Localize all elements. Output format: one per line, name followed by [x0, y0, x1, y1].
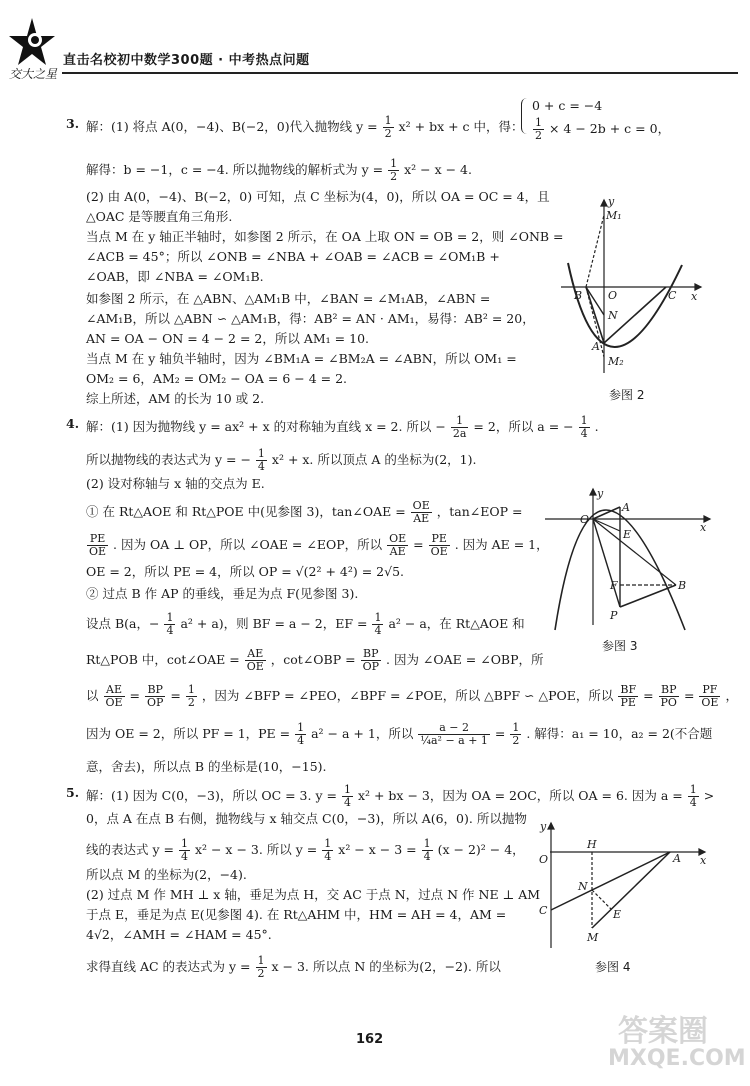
p4-line-6: OE = 2，所以 PE = 4，所以 OP = √(2² + 4²) = 2√5. [86, 564, 405, 579]
label-n: N [578, 880, 588, 893]
p3-line-9: ∠AM₁B，所以 △ABN ∽ △AM₁B，得：AB² = AN · AM₁，易得：AB² = 20， [86, 311, 535, 326]
p5-line-3: 线的表达式 y = $\frac{1}{4}$ x² − x − 3. 所以 y = $\frac{1}{4}$ x² − x − 3 = $\frac{1}{4}$ (x − 2)² − 4， [86, 837, 525, 863]
label-o: O [608, 289, 618, 302]
p3-line-6: ∠ACB = 45°；所以 ∠ONB = ∠NBA + ∠OAB = ∠ACB = ∠OM₁B + [86, 249, 500, 264]
system-eq-2: $\frac{1}{2}$ × 4 − 2b + c = 0， [535, 116, 671, 142]
figure-2-caption: 参图 2 [609, 388, 645, 402]
watermark-title: 答案圈 [618, 1014, 708, 1049]
figure-4 [530, 818, 710, 953]
fraction: $\frac{BP}{PO}$ [660, 683, 677, 709]
segment-ca [551, 852, 670, 910]
fraction: $\frac{1}{4}$ [257, 447, 265, 473]
p4-line-5: $\frac{PE}{OE}$ . 因为 OA ⊥ OP，所以 ∠OAE = ∠EOP，所以 $\frac{OE}{AE}$ = $\frac{PE}{OE}$ . 因为 AE = 1， [89, 532, 549, 558]
segment-pb [620, 585, 676, 607]
segment-ne [592, 890, 611, 909]
y-axis-arrow-icon [548, 823, 554, 829]
label-y: y [540, 820, 547, 833]
label-c: C [539, 904, 548, 917]
fraction: $\frac{1}{4}$ [423, 837, 431, 863]
fraction: $\frac{1}{4}$ [297, 721, 305, 747]
p3-line-8: 如参图 2 所示，在 △ABN、△AM₁B 中，∠BAN = ∠M₁AB，∠ABN = [86, 291, 491, 306]
system-eq-1: 0 + c = −4 [532, 98, 603, 113]
p5-line-4: 所以点 M 的坐标为(2，−4). [86, 867, 247, 882]
p4-line-2: 所以抛物线的表达式为 y = − $\frac{1}{4}$ x² + x. 所以顶点 A 的坐标为(2，1). [86, 447, 477, 473]
label-m1: M₁ [606, 209, 622, 222]
label-c: C [668, 289, 677, 302]
star-logo-icon [8, 16, 64, 82]
fraction: $\frac{PF}{OE}$ [701, 683, 719, 709]
watermark [600, 1000, 746, 1080]
p3-line-10: AN = OA − ON = 4 − 2 = 2，所以 AM₁ = 10. [86, 331, 369, 346]
label-x: x [691, 290, 698, 303]
p5-line-7: 4√2，∠AMH = ∠HAM = 45°. [86, 927, 272, 942]
p3-line-5: 当点 M 在 y 轴正半轴时，如参图 2 所示，在 OA 上取 ON = OB = 2，则 ∠ONB = [86, 229, 564, 244]
y-axis-arrow-icon [601, 200, 607, 206]
label-b: B [678, 579, 687, 592]
segment-op [593, 519, 620, 607]
label-a: A [622, 501, 630, 514]
fraction: $\frac{1}{4}$ [689, 783, 697, 809]
label-a: A [673, 852, 681, 865]
segment-ma [592, 852, 670, 928]
watermark-url: MXQE.COM [608, 1046, 746, 1071]
y-axis-arrow-icon [590, 489, 596, 495]
p4-line-10: 以 $\frac{AE}{OE}$ = $\frac{BP}{OP}$ = $\frac{1}{2}$ ，因为 ∠BFP = ∠PEO，∠BPF = ∠POE，所以 △BPF ∽ △POE，所以 $\frac{BF}{PE}$ = $\frac{BP}{PO}$ = $\frac{PF}{OE}$ ， [86, 683, 738, 709]
fraction: $\frac{1}{2}$ [257, 954, 265, 980]
logo-brand-text: 交大之星 [9, 67, 58, 81]
header-divider [62, 72, 738, 74]
label-b: B [574, 289, 583, 302]
p5-line-2: 0，点 A 在点 B 右侧，抛物线与 x 轴交点 C(0，−3)，所以 A(6，0). 所以抛物 [86, 811, 527, 826]
fraction: $\frac{AE}{OE}$ [105, 683, 123, 709]
label-h: H [587, 838, 597, 851]
label-p: P [610, 609, 618, 622]
p4-line-11: 因为 OE = 2，所以 PF = 1，PE = $\frac{1}{4}$ a² − a + 1，所以 $\frac{a - 2}{\text{¼a² − a + 1}}$ = $\frac{1}{2}$ . 解得：a₁ = 10，a₂ = 2(不合题 [86, 721, 713, 747]
label-o: O [580, 513, 590, 526]
p3-line-7: ∠OAB，即 ∠NBA = ∠OM₁B. [86, 269, 264, 284]
figure-3-caption: 参图 3 [602, 639, 638, 653]
fraction: $\frac{1}{4}$ [180, 837, 188, 863]
fraction: $\frac{1}{2a}$ [452, 414, 467, 440]
problem-number: 5. [66, 785, 80, 800]
label-f: F [610, 579, 618, 592]
figure-3 [540, 485, 715, 633]
fraction: $\frac{1}{2}$ [384, 114, 392, 140]
fraction: $\frac{OE}{AE}$ [389, 532, 407, 558]
p4-line-9: Rt△POB 中，cot∠OAE = $\frac{AE}{OE}$ ，cot∠OBP = $\frac{BP}{OP}$ . 因为 ∠OAE = ∠OBP，所 [86, 647, 544, 673]
fraction: $\frac{OE}{AE}$ [412, 499, 430, 525]
p5-line-8: 求得直线 AC 的表达式为 y = $\frac{1}{2}$ x − 3. 所以点 N 的坐标为(2，−2). 所以 [86, 954, 501, 980]
fraction: $\frac{1}{4}$ [580, 414, 588, 440]
fraction: $\frac{BP}{OP}$ [147, 683, 164, 709]
p4-line-12: 意，舍去)，所以点 B 的坐标是(10，−15). [86, 759, 327, 774]
label-x: x [700, 854, 707, 867]
label-m: M [587, 931, 599, 944]
fraction: $\frac{a - 2}{\text{¼a² − a + 1}}$ [420, 721, 488, 747]
parabola [568, 263, 682, 347]
equation-system-brace [521, 98, 530, 134]
page-title: 直击名校初中数学300题 · 中考热点问题 [63, 53, 310, 68]
fraction: $\frac{PE}{OE}$ [430, 532, 448, 558]
fraction: $\frac{PE}{OE}$ [89, 532, 107, 558]
segment-bm1 [586, 215, 604, 287]
label-y: y [608, 195, 615, 208]
figure-4-caption: 参图 4 [595, 960, 631, 974]
fraction: $\frac{1}{2}$ [187, 683, 195, 709]
p3-line-11: 当点 M 在 y 轴负半轴时，因为 ∠BM₁A = ∠BM₂A = ∠ABN，所以 OM₁ = [86, 351, 517, 366]
p4-line-7: ② 过点 B 作 AP 的垂线，垂足为点 F(见参图 3). [86, 586, 359, 601]
p4-line-1: 解：(1) 因为抛物线 y = ax² + x 的对称轴为直线 x = 2. 所以 − $\frac{1}{2a}$ = 2，所以 a = − $\frac{1}{4}$ . [86, 414, 599, 440]
fraction: $\frac{1}{2}$ [512, 721, 520, 747]
fraction: $\frac{AE}{OE}$ [246, 647, 264, 673]
label-n: N [608, 309, 618, 322]
fraction: $\frac{1}{4}$ [374, 611, 382, 637]
p4-line-4: ① 在 Rt△AOE 和 Rt△POE 中(见参图 3)，tan∠OAE = $\frac{OE}{AE}$ ，tan∠EOP = [86, 499, 523, 525]
fraction: $\frac{BF}{PE}$ [620, 683, 637, 709]
figure-2 [556, 195, 706, 375]
p3-line-12: OM₂ = 6，AM₂ = OM₂ − OA = 6 − 4 = 2. [86, 371, 348, 386]
p5-line-6: 于点 E，垂足为点 E(见参图 4). 在 Rt△AHM 中，HM = AH = 4，AM = [86, 907, 507, 922]
p4-line-3: (2) 设对称轴与 x 轴的交点为 E. [86, 476, 265, 491]
fraction: $\frac{1}{2}$ [535, 116, 542, 142]
label-e: E [613, 908, 622, 921]
label-y: y [597, 487, 604, 500]
p3-line-1: 解：(1) 将点 A(0，−4)、B(−2，0)代入抛物线 y = $\frac{1}{2}$ x² + bx + c 中，得： [86, 114, 524, 140]
label-o: O [539, 853, 549, 866]
p3-line-2: 解得：b = −1，c = −4. 所以抛物线的解析式为 y = $\frac{1}{2}$ x² − x − 4. [86, 157, 472, 183]
page-header [0, 0, 750, 90]
fraction: $\frac{1}{4}$ [324, 837, 332, 863]
problem-number: 4. [66, 416, 80, 431]
fraction: $\frac{1}{4}$ [343, 783, 351, 809]
problem-number: 3. [66, 116, 80, 131]
label-m2: M₂ [608, 355, 624, 368]
fraction: $\frac{1}{4}$ [166, 611, 174, 637]
label-a: A [592, 340, 600, 353]
label-x: x [700, 521, 707, 534]
p3-line-4: △OAC 是等腰直角三角形. [86, 209, 233, 224]
p5-line-5: (2) 过点 M 作 MH ⊥ x 轴，垂足为点 H，交 AC 于点 N，过点 N 作 NE ⊥ AM [86, 887, 541, 902]
fraction: $\frac{1}{2}$ [390, 157, 398, 183]
segment-bn [586, 287, 604, 315]
p3-line-13: 综上所述，AM 的长为 10 或 2. [86, 391, 265, 406]
fraction: $\frac{BP}{OP}$ [362, 647, 380, 673]
p5-line-1: 解：(1) 因为 C(0，−3)，所以 OC = 3. y = $\frac{1}{4}$ x² + bx − 3，因为 OA = 2OC，所以 OA = 6. 因为 a = $\frac{1}{4}$ > [86, 783, 715, 809]
p4-line-8: 设点 B(a，− $\frac{1}{4}$ a² + a)，则 BF = a − 2，EF = $\frac{1}{4}$ a² − a，在 Rt△AOE 和 [86, 611, 525, 637]
label-e: E [623, 528, 632, 541]
page-number: 162 [356, 1032, 384, 1047]
p3-line-3: (2) 由 A(0，−4)、B(−2，0) 可知，点 C 坐标为(4，0)，所以 OA = OC = 4，且 [86, 189, 550, 204]
